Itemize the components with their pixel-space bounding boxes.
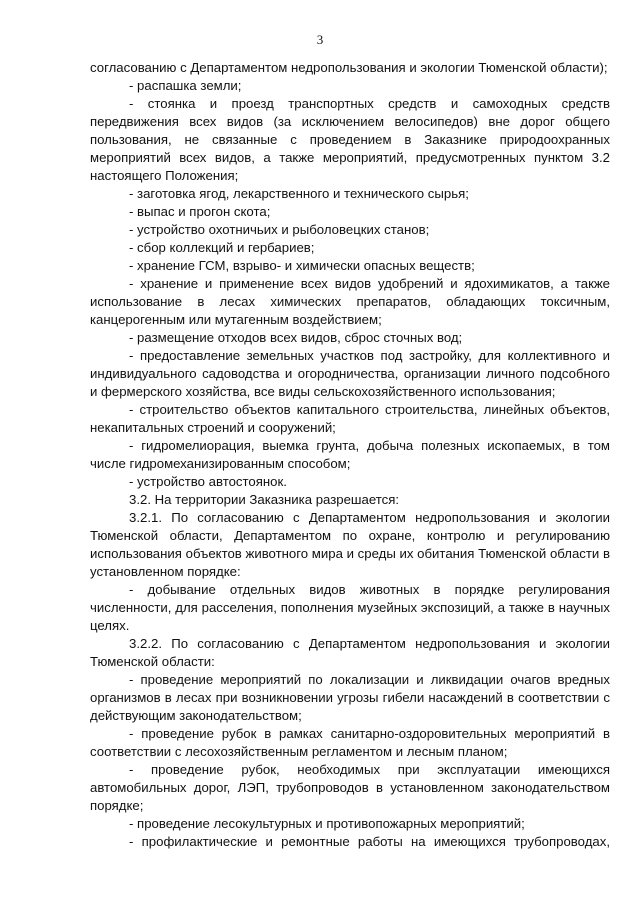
paragraph: согласованию с Департаментом недропользования и экологии Тюменской области); (90, 60, 608, 75)
list-item: - хранение и применение всех видов удобрений и ядохимикатов, а также использование в лесах химических препаратов, обладающих токсичным, канцерогенным или мутагенным воздействием; (90, 276, 610, 327)
subsection-paragraph: 3.2.1. По согласованию с Департаментом недропользования и экологии Тюменской области, Департаментом по охране, контролю и регулированию использования объектов животного мира и среды их обитания Тюменской области в установленном порядке: (90, 510, 610, 579)
list-item: - предоставление земельных участков под застройку, для коллективного и индивидуального садоводства и огородничества, организации личного подсобного и фермерского хозяйства, все виды сельскохозяйственного использования; (90, 348, 610, 399)
document-body (90, 59, 610, 851)
page-number: 3 (316, 32, 324, 47)
list-item: - стоянка и проезд транспортных средств и самоходных средств передвижения всех видов (за исключением велосипедов) вне дорог общего пользования, не связанные с проведением в Заказнике природоохранных мероприятий всех видов, а также мероприятий, предусмотренных пунктом 3.2 настоящего Положения; (90, 96, 610, 183)
section-heading: 3.2. На территории Заказника разрешается: (129, 492, 400, 507)
list-item: - размещение отходов всех видов, сброс сточных вод; (129, 330, 463, 345)
list-item: - выпас и прогон скота; (129, 204, 271, 219)
list-item: - проведение лесокультурных и противопожарных мероприятий; (129, 816, 525, 831)
list-item: - заготовка ягод, лекарственного и технического сырья; (129, 186, 469, 201)
list-item: - профилактические и ремонтные работы на имеющихся трубопроводах, (129, 834, 610, 849)
list-item: - добывание отдельных видов животных в порядке регулирования численности, для расселения, пополнения музейных экспозиций, а также в научных целях. (90, 582, 610, 633)
list-item: - устройство автостоянок. (129, 474, 287, 489)
list-item: - гидромелиорация, выемка грунта, добыча полезных ископаемых, в том числе гидромеханизированным способом; (90, 438, 610, 471)
list-item: - проведение рубок в рамках санитарно-оздоровительных мероприятий в соответствии с лесохозяйственным регламентом и лесным планом; (90, 726, 610, 759)
subsection-paragraph: 3.2.2. По согласованию с Департаментом недропользования и экологии Тюменской области: (90, 636, 610, 669)
list-item: - проведение рубок, необходимых при эксплуатации имеющихся автомобильных дорог, ЛЭП, трубопроводов в установленном законодательством порядке; (90, 762, 610, 813)
list-item: - устройство охотничьих и рыболовецких станов; (129, 222, 430, 237)
list-item: - сбор коллекций и гербариев; (129, 240, 315, 255)
list-item: - распашка земли; (129, 78, 242, 93)
list-item: - строительство объектов капитального строительства, линейных объектов, некапитальных строений и сооружений; (90, 402, 610, 435)
list-item: - хранение ГСМ, взрыво- и химически опасных веществ; (129, 258, 475, 273)
list-item: - проведение мероприятий по локализации и ликвидации очагов вредных организмов в лесах при возникновении угрозы гибели насаждений в соответствии с действующим законодательством; (90, 672, 610, 723)
